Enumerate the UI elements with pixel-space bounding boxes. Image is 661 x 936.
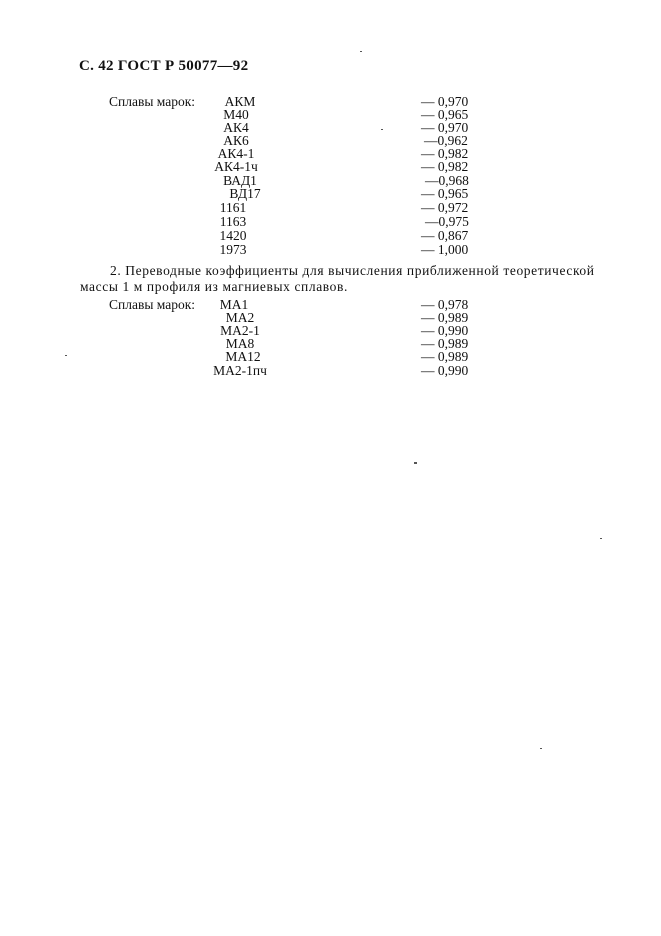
alloy-grade: АК6 bbox=[223, 133, 249, 148]
paragraph-line: массы 1 м профиля из магниевых сплавов. bbox=[80, 278, 348, 294]
alloy-coefficient: — 0,990 bbox=[421, 363, 469, 378]
alloy-grade: 1973 bbox=[219, 242, 247, 257]
alloy-coefficient: — 0,965 bbox=[421, 186, 469, 201]
scan-speck bbox=[381, 129, 383, 130]
alloy-grade: МА12 bbox=[225, 349, 261, 364]
alloy-grade: МА8 bbox=[225, 336, 255, 351]
alloy-coefficient: — 0,989 bbox=[421, 349, 469, 364]
alloy-coefficient: — 0,990 bbox=[421, 323, 469, 338]
alloy-coefficient: — 0,867 bbox=[421, 228, 469, 243]
alloy-grade: АК4 bbox=[223, 120, 249, 135]
alloy-grade: МА1 bbox=[219, 297, 249, 312]
alloy-coefficient: — 0,970 bbox=[421, 120, 469, 135]
alloy-coefficient: — 0,982 bbox=[421, 159, 469, 174]
paragraph-2 bbox=[80, 263, 610, 294]
alloy-grade: АК4-1 bbox=[217, 146, 255, 161]
alloy-grade: МА2-1пч bbox=[213, 363, 267, 378]
scan-speck bbox=[600, 538, 602, 539]
scan-speck bbox=[65, 355, 67, 356]
alloy-coefficient: — 0,982 bbox=[421, 146, 469, 161]
alloy-coefficient: — 1,000 bbox=[421, 242, 469, 257]
alloy-grade: М40 bbox=[223, 107, 249, 122]
alloy-grade: АКМ bbox=[224, 94, 256, 109]
scan-speck bbox=[360, 51, 362, 52]
paragraph-line: 2. Переводные коэффициенты для вычисления приближенной теоретической bbox=[110, 263, 595, 278]
alloy-coefficient: — 0,965 bbox=[421, 107, 469, 122]
alloy-coefficient: — 0,970 bbox=[421, 94, 469, 109]
alloy-coefficient: — 0,989 bbox=[421, 310, 469, 325]
alloy-grade: 1420 bbox=[219, 228, 247, 243]
page-header: С. 42 ГОСТ Р 50077—92 bbox=[79, 58, 249, 74]
alloy-grade: МА2-1 bbox=[220, 323, 260, 338]
scan-speck bbox=[540, 748, 542, 749]
alloy-coefficient: —0,968 bbox=[425, 173, 469, 188]
alloy-coefficient: —0,975 bbox=[425, 214, 469, 229]
alloy-coefficient: — 0,989 bbox=[421, 336, 469, 351]
alloy-grade: МА2 bbox=[225, 310, 255, 325]
alloys-label: Сплавы марок: bbox=[109, 94, 196, 109]
alloy-grade: ВАД1 bbox=[223, 173, 257, 188]
scan-speck bbox=[414, 462, 417, 464]
alloy-grade: ВД17 bbox=[229, 186, 261, 201]
alloy-grade: 1163 bbox=[219, 214, 247, 229]
alloy-grade: 1161 bbox=[219, 200, 247, 215]
alloys-label: Сплавы марок: bbox=[109, 297, 196, 312]
alloy-coefficient: —0,962 bbox=[424, 133, 468, 148]
alloy-coefficient: — 0,978 bbox=[421, 297, 469, 312]
alloy-grade: АК4-1ч bbox=[214, 159, 258, 174]
alloy-coefficient: — 0,972 bbox=[421, 200, 469, 215]
